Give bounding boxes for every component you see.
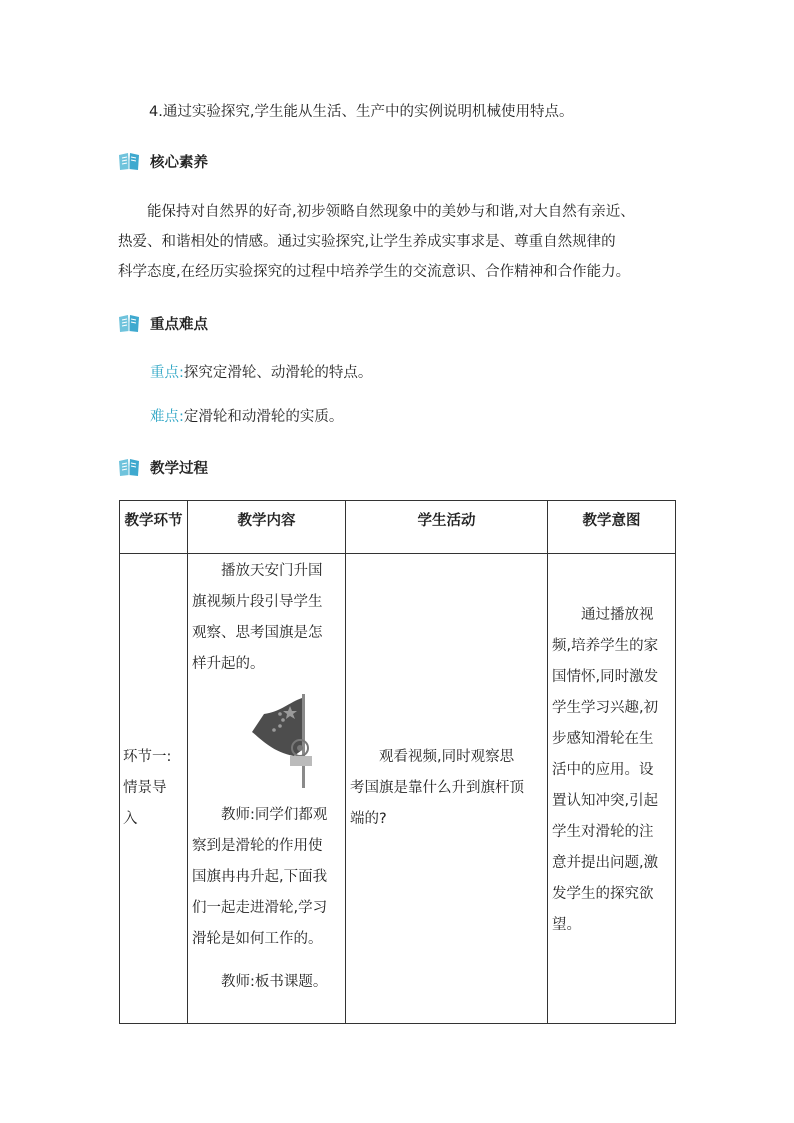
core-line: 热爱、和谐相处的情感。通过实验探究,让学生养成实事求是、尊重自然规律的 bbox=[118, 234, 616, 250]
key-point-line bbox=[150, 362, 372, 384]
core-line: 能保持对自然界的好奇,初步领略自然现象中的美妙与和谐,对大自然有亲近、 bbox=[147, 204, 635, 220]
intent-line: 学生对滑轮的注 bbox=[552, 824, 654, 840]
header-activity: 学生活动 bbox=[346, 501, 548, 554]
header-intent: 教学意图 bbox=[548, 501, 676, 554]
difficulty-text: 定滑轮和动滑轮的实质。 bbox=[183, 409, 344, 425]
core-line: 科学态度,在经历实验探究的过程中培养学生的交流意识、合作精神和合作能力。 bbox=[118, 264, 631, 280]
teaching-process-heading bbox=[118, 456, 208, 478]
core-literacy-heading bbox=[118, 150, 208, 172]
intent-cell bbox=[548, 554, 676, 1024]
intent-line: 步感知滑轮在生 bbox=[552, 731, 654, 747]
key-point-label: 重点: bbox=[150, 365, 184, 381]
content-line: 教师:同学们都观 bbox=[221, 807, 328, 823]
key-difficulty-title: 重点难点 bbox=[150, 316, 208, 333]
activity-paragraph bbox=[350, 742, 543, 835]
activity-line: 端的? bbox=[350, 811, 387, 827]
content-line: 旗视频片段引导学生 bbox=[192, 594, 323, 610]
activity-line: 观看视频,同时观察思 bbox=[379, 749, 515, 765]
content-paragraph-1 bbox=[192, 556, 341, 680]
key-difficulty-heading bbox=[118, 312, 208, 334]
intent-line: 通过播放视 bbox=[581, 607, 654, 623]
intent-line: 发学生的探究欲 bbox=[552, 886, 654, 902]
stage-line: 环节一: bbox=[123, 749, 172, 765]
content-line: 样升起的。 bbox=[192, 656, 265, 672]
book-icon bbox=[118, 313, 140, 333]
content-line: 们一起走进滑轮,学习 bbox=[192, 900, 328, 916]
content-line: 观察、思考国旗是怎 bbox=[192, 625, 323, 641]
table-header-row bbox=[120, 501, 676, 554]
difficulty-label: 难点: bbox=[150, 409, 184, 425]
stage-line: 入 bbox=[123, 811, 138, 827]
content-line: 国旗冉冉升起,下面我 bbox=[192, 869, 328, 885]
intent-line: 活中的应用。设 bbox=[552, 762, 654, 778]
activity-line: 考国旗是靠什么升到旗杆顶 bbox=[350, 780, 524, 796]
book-icon bbox=[118, 457, 140, 477]
core-literacy-title: 核心素养 bbox=[150, 154, 208, 171]
intent-line: 望。 bbox=[552, 917, 581, 933]
header-stage: 教学环节 bbox=[120, 501, 188, 554]
content-line: 察到是滑轮的作用使 bbox=[192, 838, 323, 854]
lesson-table bbox=[119, 500, 676, 1024]
core-literacy-paragraph bbox=[118, 197, 684, 287]
content-paragraph-3: 教师:板书课题。 bbox=[221, 974, 328, 990]
book-icon bbox=[118, 151, 140, 171]
objective-4-text: 4.通过实验探究,学生能从生活、生产中的实例说明机械使用特点。 bbox=[149, 104, 574, 120]
intent-line: 学生学习兴趣,初 bbox=[552, 700, 659, 716]
stage-cell bbox=[120, 554, 188, 1024]
content-line: 滑轮是如何工作的。 bbox=[192, 931, 323, 947]
header-content: 教学内容 bbox=[188, 501, 346, 554]
content-line: 播放天安门升国 bbox=[221, 563, 323, 579]
key-point-text: 探究定滑轮、动滑轮的特点。 bbox=[183, 365, 373, 381]
intent-paragraph bbox=[552, 600, 671, 941]
teaching-process-title: 教学过程 bbox=[150, 460, 208, 477]
intent-line: 频,培养学生的家 bbox=[552, 638, 659, 654]
intent-line: 置认知冲突,引起 bbox=[552, 793, 659, 809]
table-row bbox=[120, 554, 676, 1024]
stage-line: 情景导 bbox=[123, 780, 167, 796]
activity-cell bbox=[346, 554, 548, 1024]
flag-raising-image bbox=[250, 692, 320, 790]
intent-line: 意并提出问题,激 bbox=[552, 855, 659, 871]
difficulty-line bbox=[150, 406, 343, 428]
intent-line: 国情怀,同时激发 bbox=[552, 669, 659, 685]
content-cell bbox=[188, 554, 346, 1024]
content-paragraph-2 bbox=[192, 800, 341, 955]
